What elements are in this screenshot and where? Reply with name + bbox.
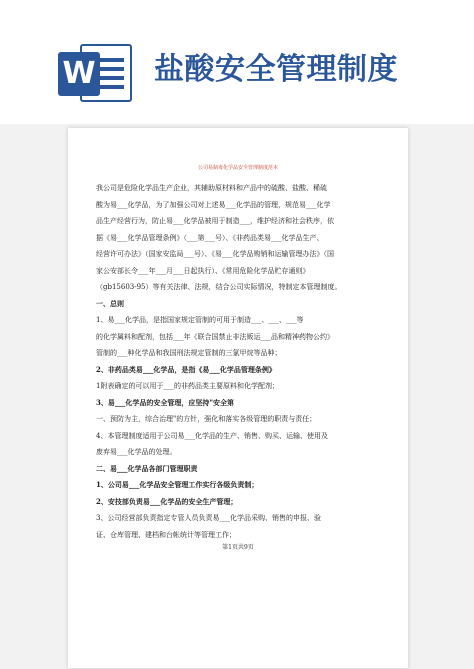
- paragraph-line: 1附表确定的可以用于___的非药品类主要原料和化学配剂；: [96, 382, 279, 390]
- page-title: 盐酸安全管理制度: [154, 52, 398, 87]
- section-heading-line: 2、安技部负责易___化学品的安全生产管理；: [96, 496, 238, 506]
- word-document-icon: [58, 40, 132, 106]
- word-letter-badge: W: [58, 52, 100, 96]
- banner: [0, 0, 474, 124]
- paragraph-line: 1、易___化学品，是指国家规定管制的可用于制造___、___、___等: [96, 316, 304, 324]
- paragraph-line: 的化学属料和配剂，包括___年《联合国禁止非法贩运___品和精神药物公约》: [96, 332, 334, 341]
- paragraph-line: （gb15603-95）等有关法律、法规，结合公司实际情况，特制定本管理制度。: [96, 283, 342, 291]
- document-body: [96, 180, 380, 543]
- section-heading-line: 1、公司易___化学品安全管理工作实行各级负责制；: [96, 480, 259, 489]
- paragraph-line: 管制的___种化学品和我国刑法规定管制的三氯甲烷等品种；: [96, 349, 282, 357]
- page-number: 第1页共9页: [222, 544, 254, 551]
- section-heading-line: 3、易___化学品的安全管理，应坚持"安全第: [96, 397, 235, 407]
- paragraph-line: 4、本管理制度适用于公司易___化学品的生产、销售、购买、运输、使用及: [96, 431, 328, 440]
- section-heading-line: 2、非药品类易___化学品，是指《易___化学品管理条例》: [96, 364, 276, 374]
- section-heading-line: 一、总则: [96, 298, 124, 308]
- paragraph-line: 经营许可办法》（国家安监局___号）、《易___化学品购销和运输管理办法》（国: [96, 250, 334, 258]
- paragraph-line: 3、公司经营部负责指定专管人员负责易___化学品采购、销售的申报、验: [96, 514, 321, 522]
- document-header: 公司易制毒化学品安全管理制度范本: [197, 165, 278, 171]
- paragraph-line: 证、仓库管理、建档和台帐统计等管理工作；: [96, 530, 236, 539]
- paragraph-line: 废弃易___化学品的处理。: [96, 448, 177, 456]
- document-page: [68, 128, 408, 668]
- section-heading-line: 二、易___化学品各部门管理职责: [96, 463, 198, 473]
- paragraph-line: 品生产经营行为，防止易___化学品被用于制造___，维护经济和社会秩序，依: [96, 217, 334, 225]
- paragraph-line: 一、预防为主，综合治理"的方针，强化和落实各级管理的职责与责任；: [96, 415, 317, 423]
- paragraph-line: 酸为易___化学品，为了加强公司对上述易___化学品的管理，规范易___化学: [96, 200, 331, 209]
- paragraph-line: 我公司是危险化学品生产企业，其辅助原材料和产品中的硫酸、盐酸、稀硫: [96, 184, 327, 192]
- paragraph-line: 家公安部长令___年___月___日起执行）、《常用危险化学品贮存通则》: [96, 266, 310, 275]
- paragraph-line: 据《易___化学品管理条例》（___第___号）、《非药品类易___化学品生产、: [96, 233, 324, 242]
